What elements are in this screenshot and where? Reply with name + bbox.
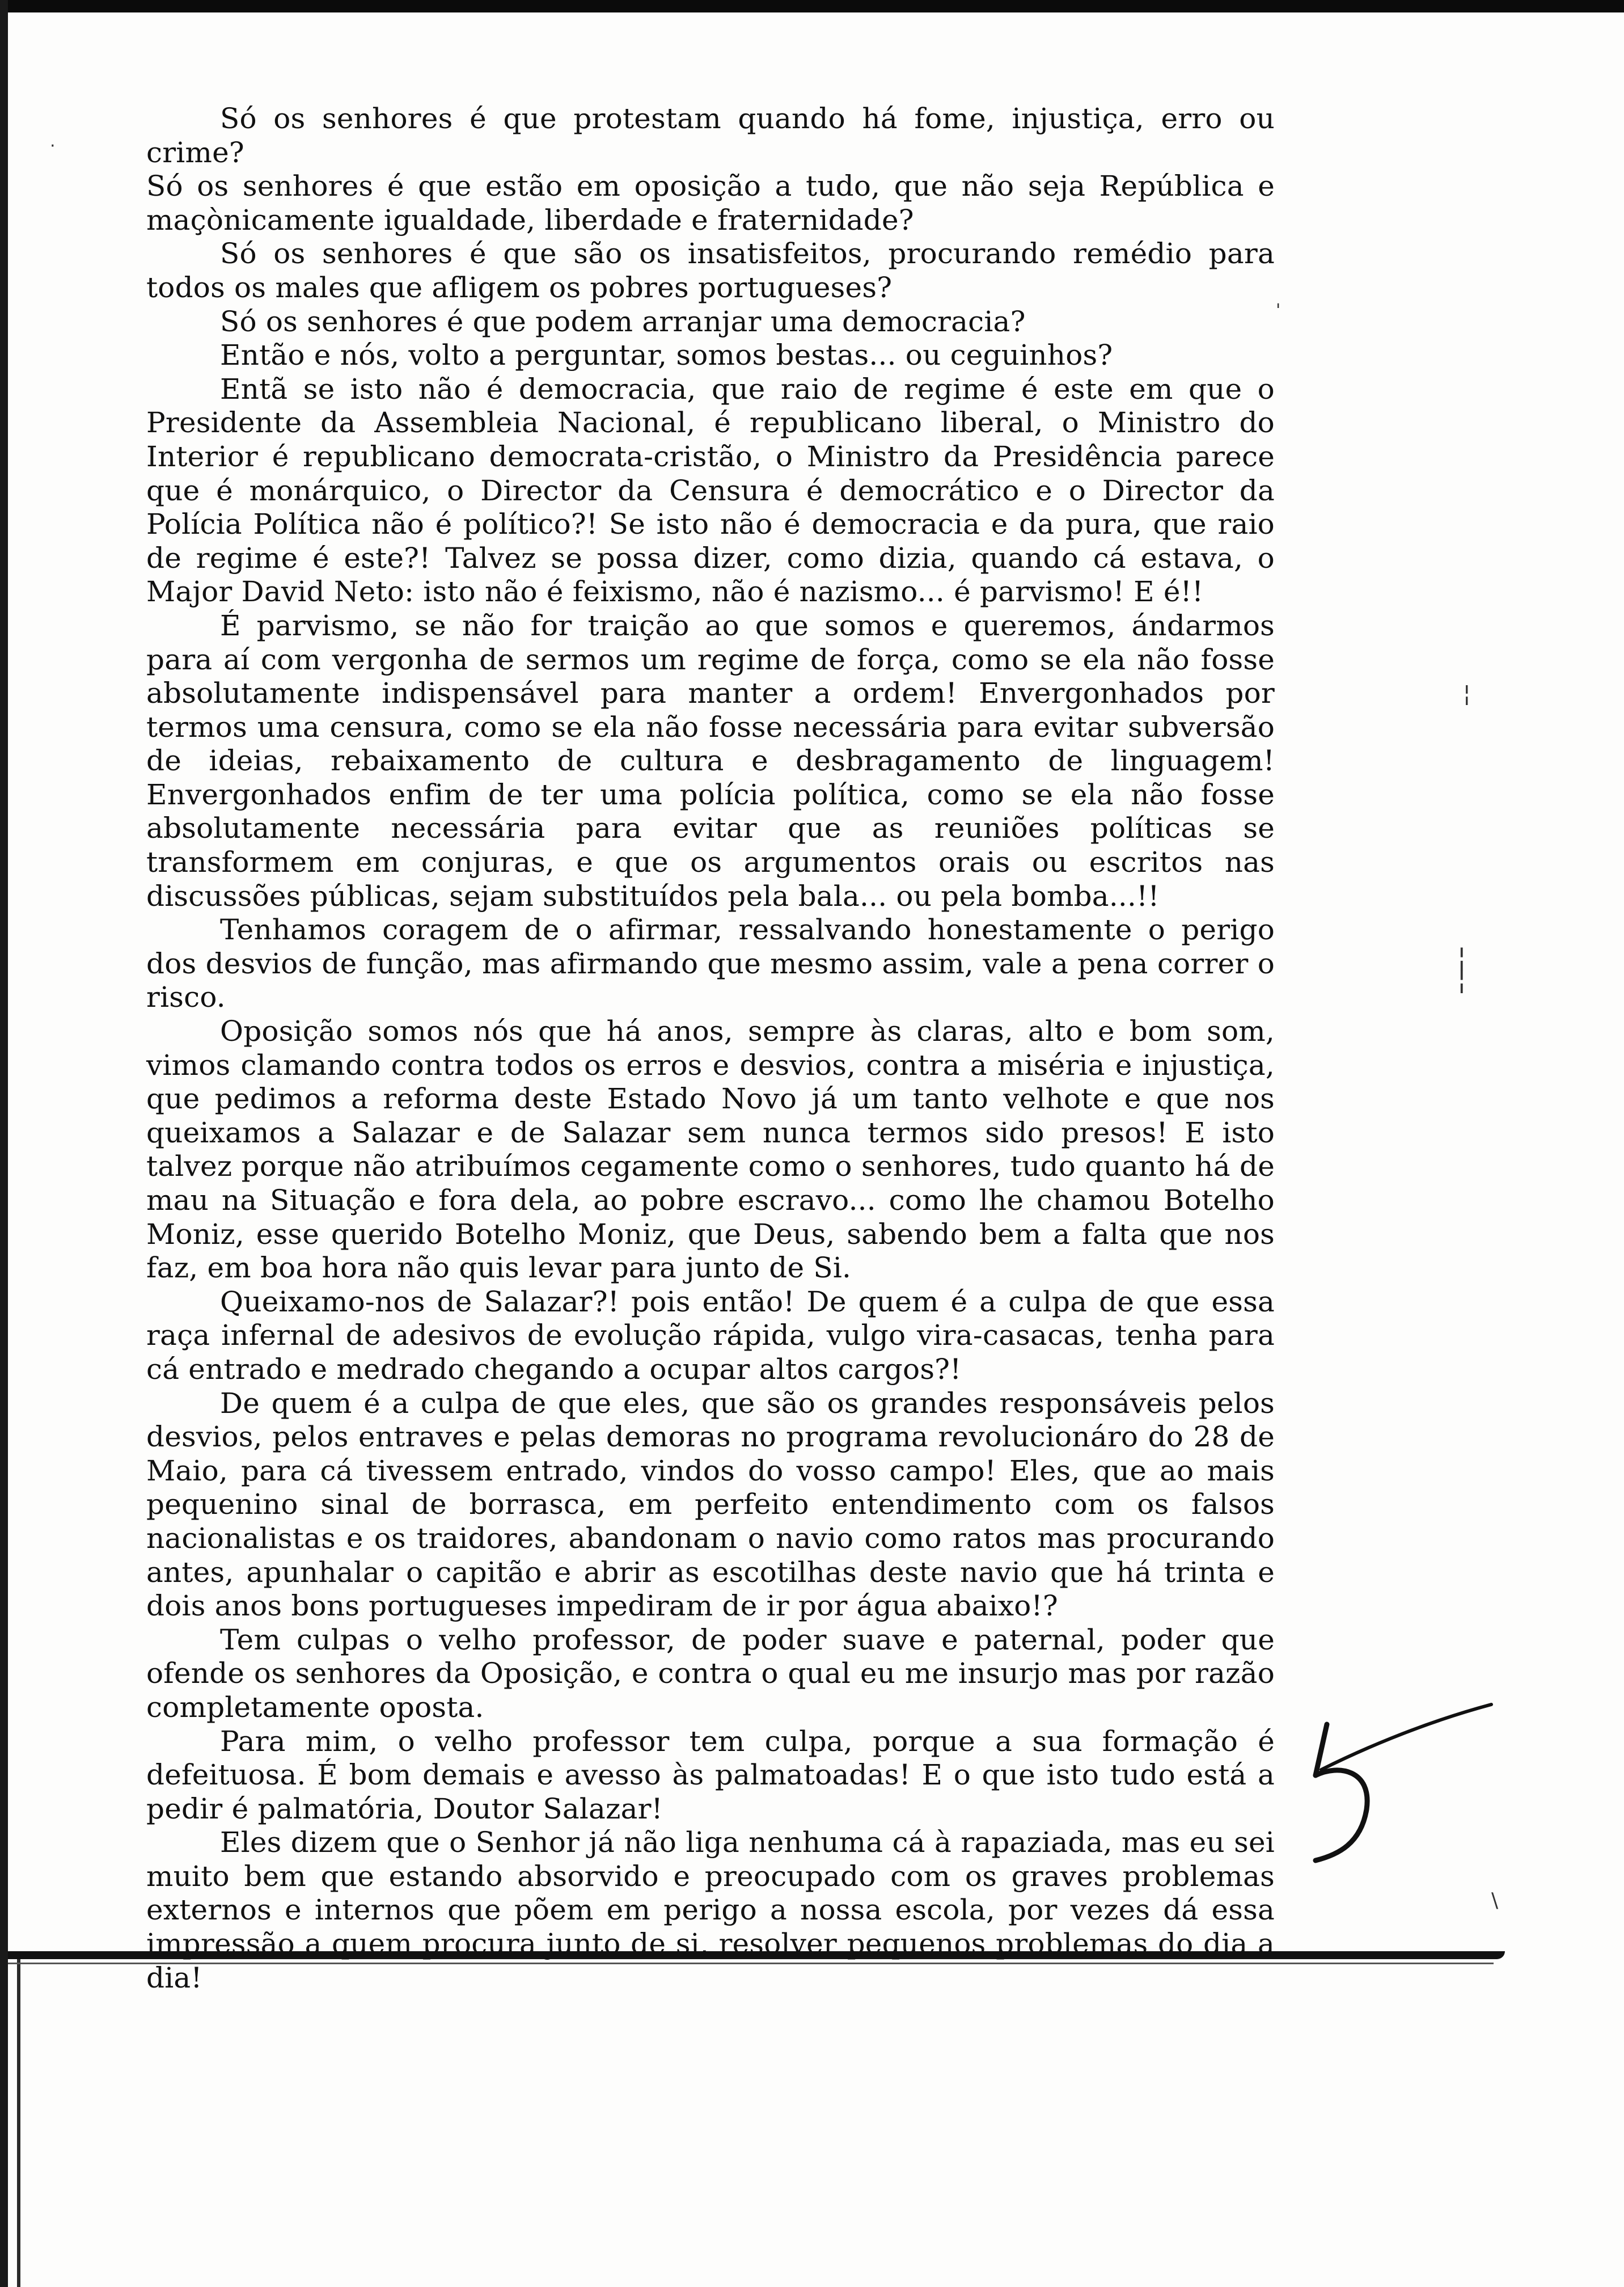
scan-border-left-inner xyxy=(17,1951,20,2287)
paragraph: Eles dizem que o Senhor já não liga nenhuma cá à rapaziada, mas eu sei muito bem que estando absorvido e preocupado com os graves problemas externos e internos que põem em perigo a nossa escola, por vezes dá essa impressão a quem procura junto de si, resolver pequenos problemas do dia a dia! xyxy=(146,1826,1275,1994)
paragraph: É parvismo, se não for traição ao que somos e queremos, ándarmos para aí com vergonha de sermos um regime de força, como se ela não fosse absolutamente indispensável para manter a ordem! Envergonhados por termos uma censura, como se ela não fosse necessária para evitar subversão de ideias, rebaixamento de cultura e desbragamento de linguagem! Envergonhados enfim de ter uma polícia política, como se ela não fosse absolutamente necessária para evitar que as reuniões políticas se transformem em conjuras, e que os argumentos orais ou escritos nas discussões públicas, sejam substituídos pela bala... ou pela bomba...!! xyxy=(146,609,1275,913)
paragraph: Oposição somos nós que há anos, sempre às claras, alto e bom som, vimos clamando contra todos os erros e desvios, contra a miséria e injustiça, que pedimos a reforma deste Estado Novo já um tanto velhote e que nos queixamos a Salazar e de Salazar sem nunca termos sido presos! E isto talvez porque não atribuímos cegamente como o senhores, tudo quanto há de mau na Situação e fora dela, ao pobre escravo... como lhe chamou Botelho Moniz, esse querido Botelho Moniz, que Deus, sabendo bem a falta que nos faz, em boa hora não quis levar para junto de Si. xyxy=(146,1015,1275,1285)
scan-speck: ¦ xyxy=(1457,942,1466,972)
scan-speck: · xyxy=(50,136,56,156)
paragraph: Entã se isto não é democracia, que raio de regime é este em que o Presidente da Assembleia Nacional, é republicano liberal, o Ministro do Interior é republicano democrata-cristão, o Ministro da Presidência parece que é monárquico, o Director da Censura é democrático e o Director da Polícia Política não é político?! Se isto não é democracia e da pura, que raio de regime é este?! Talvez se possa dizer, como dizia, quando cá estava, o Major David Neto: isto não é feixismo, não é nazismo... é parvismo! E é!! xyxy=(146,372,1275,609)
scan-border-top xyxy=(0,0,1624,12)
scan-speck: ' xyxy=(1276,301,1281,320)
paragraph: Queixamo-nos de Salazar?! pois então! De quem é a culpa de que essa raça infernal de adesivos de evolução rápida, vulgo vira-casacas, tenha para cá entrado e medrado chegando a ocupar altos cargos?! xyxy=(146,1285,1275,1386)
paragraph: Tem culpas o velho professor, de poder suave e paternal, poder que ofende os senhores da Oposição, e contra o qual eu me insurjo mas por razão completamente oposta. xyxy=(146,1623,1275,1724)
scan-border-left xyxy=(0,0,8,2287)
paragraph: Só os senhores é que protestam quando há fome, injustiça, erro ou crime? xyxy=(146,102,1275,169)
paragraph: De quem é a culpa de que eles, que são os grandes responsáveis pelos desvios, pelos entraves e pelas demoras no programa revolucionáro do 28 de Maio, para cá tivessem entrado, vindos do vosso campo! Eles, que ao mais pequenino sinal de borrasca, em perfeito entendimento com os falsos nacionalistas e os traidores, abandonam o navio como ratos mas procurando antes, apunhalar o capitão e abrir as escotilhas deste navio que há trinta e dois anos bons portugueses impediram de ir por água abaixo!? xyxy=(146,1386,1275,1623)
paragraph: Só os senhores é que são os insatisfeitos, procurando remédio para todos os males que afligem os pobres portugueses? xyxy=(146,237,1275,304)
handwritten-page-number xyxy=(1304,1702,1508,1872)
paragraph: Só os senhores é que estão em oposição a tudo, que não seja República e maçònicamente igualdade, liberdade e fraternidade? xyxy=(146,170,1275,237)
paragraph: Para mim, o velho professor tem culpa, porque a sua formação é defeituosa. É bom demais e avesso às palmatoadas! E o que isto tudo está a pedir é palmatória, Doutor Salazar! xyxy=(146,1724,1275,1825)
paragraph: Tenhamos coragem de o afirmar, ressalvando honestamente o perigo dos desvios de função, mas afirmando que mesmo assim, vale a pena correr o risco. xyxy=(146,913,1275,1014)
scan-speck: \ xyxy=(1491,1889,1499,1912)
document-body xyxy=(146,102,1275,1995)
scan-speck: ¦ xyxy=(1457,964,1466,995)
scan-speck: ¦ xyxy=(1463,681,1471,707)
paragraph: Então e nós, volto a perguntar, somos bestas... ou ceguinhos? xyxy=(220,339,1113,372)
paragraph: Só os senhores é que podem arranjar uma democracia? xyxy=(220,305,1026,338)
